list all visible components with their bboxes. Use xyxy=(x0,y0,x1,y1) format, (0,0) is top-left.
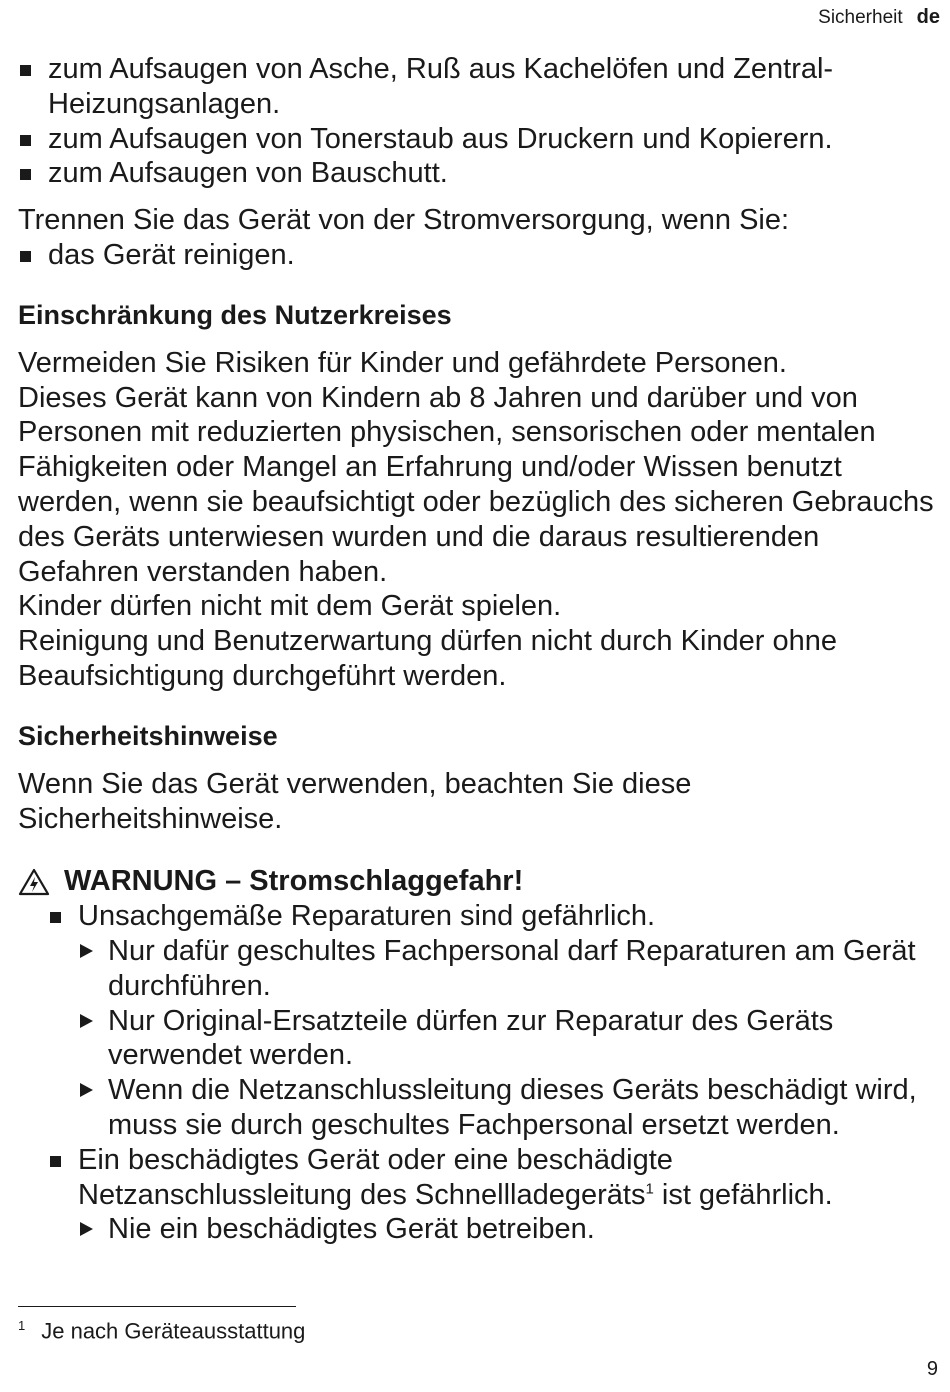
list-item xyxy=(48,899,938,1143)
page-number: 9 xyxy=(926,1358,938,1380)
list-item: zum Aufsaugen von Bauschutt. xyxy=(18,156,938,191)
warning-heading xyxy=(18,864,938,899)
footnote xyxy=(18,1318,305,1344)
list-item xyxy=(48,1143,938,1247)
paragraph: Dieses Gerät kann von Kindern ab 8 Jahren und darüber und von Personen mit reduzierten physischen, sensorischen oder mentalen Fähigkeiten oder Mangel an Erfahrung und/oder Wissen benutzt werden, wenn sie beaufsichtigt oder bezüglich des sicheren Gebrauchs des Geräts unterwiesen wurden und die daraus resultierenden Gefahren verstanden haben. xyxy=(18,381,934,588)
disconnect-text: Trennen Sie das Gerät von der Stromversorgung, wenn Sie: xyxy=(18,204,790,237)
disconnect-list xyxy=(18,238,938,273)
instruction-item: Nie ein beschädigtes Gerät betreiben. xyxy=(78,1212,938,1247)
instruction-item: Wenn die Netzanschlussleitung dieses Geräts beschädigt wird, muss sie durch geschultes Fachpersonal ersetzt werden. xyxy=(78,1073,938,1143)
paragraph: Reinigung und Benutzerwartung dürfen nicht durch Kinder ohne Beaufsichtigung durchgeführt werden. xyxy=(18,625,837,692)
instruction-list xyxy=(78,934,938,1143)
page-content xyxy=(18,52,938,1247)
instruction-item: Nur dafür geschultes Fachpersonal darf Reparaturen am Gerät durchführen. xyxy=(78,934,938,1004)
footnote-number: 1 xyxy=(18,1318,26,1333)
list-item: zum Aufsaugen von Tonerstaub aus Druckern und Kopierern. xyxy=(18,122,938,157)
warning-item-text: Ein beschädigtes Gerät oder eine beschädigte Netzanschlussleitung des Schnellladegeräts xyxy=(78,1143,673,1211)
warning-triangle-icon xyxy=(18,867,50,897)
paragraph: Kinder dürfen nicht mit dem Gerät spielen. xyxy=(18,590,562,623)
warning-item-text-end: ist gefährlich. xyxy=(653,1178,833,1211)
instruction-item: Nur Original-Ersatzteile dürfen zur Reparatur des Geräts verwendet werden. xyxy=(78,1004,938,1074)
warning-item-text: Unsachgemäße Reparaturen sind gefährlich. xyxy=(78,900,656,933)
paragraph: Wenn Sie das Gerät verwenden, beachten Sie diese Sicherheitshinweise. xyxy=(18,767,692,835)
section-title-safety-notes: Sicherheitshinweise xyxy=(18,720,278,751)
footnote-divider xyxy=(18,1306,296,1307)
warning-list xyxy=(48,899,938,1247)
list-item: das Gerät reinigen. xyxy=(18,238,938,273)
language-code: de xyxy=(916,6,940,28)
instruction-list xyxy=(78,1212,938,1247)
footnote-text: Je nach Geräteausstattung xyxy=(41,1318,306,1344)
list-item: zum Aufsaugen von Asche, Ruß aus Kachelöfen und Zentral-Heizungsanlagen. xyxy=(18,52,938,122)
intro-list xyxy=(18,52,938,191)
warning-title: WARNUNG – Stromschlaggefahr! xyxy=(64,865,524,898)
footnote-reference[interactable]: 1 xyxy=(645,1179,654,1197)
section-title-user-restriction: Einschränkung des Nutzerkreises xyxy=(18,299,452,330)
paragraph: Vermeiden Sie Risiken für Kinder und gefährdete Personen. xyxy=(18,346,787,379)
page-header xyxy=(818,6,940,29)
section-name: Sicherheit xyxy=(818,7,903,28)
